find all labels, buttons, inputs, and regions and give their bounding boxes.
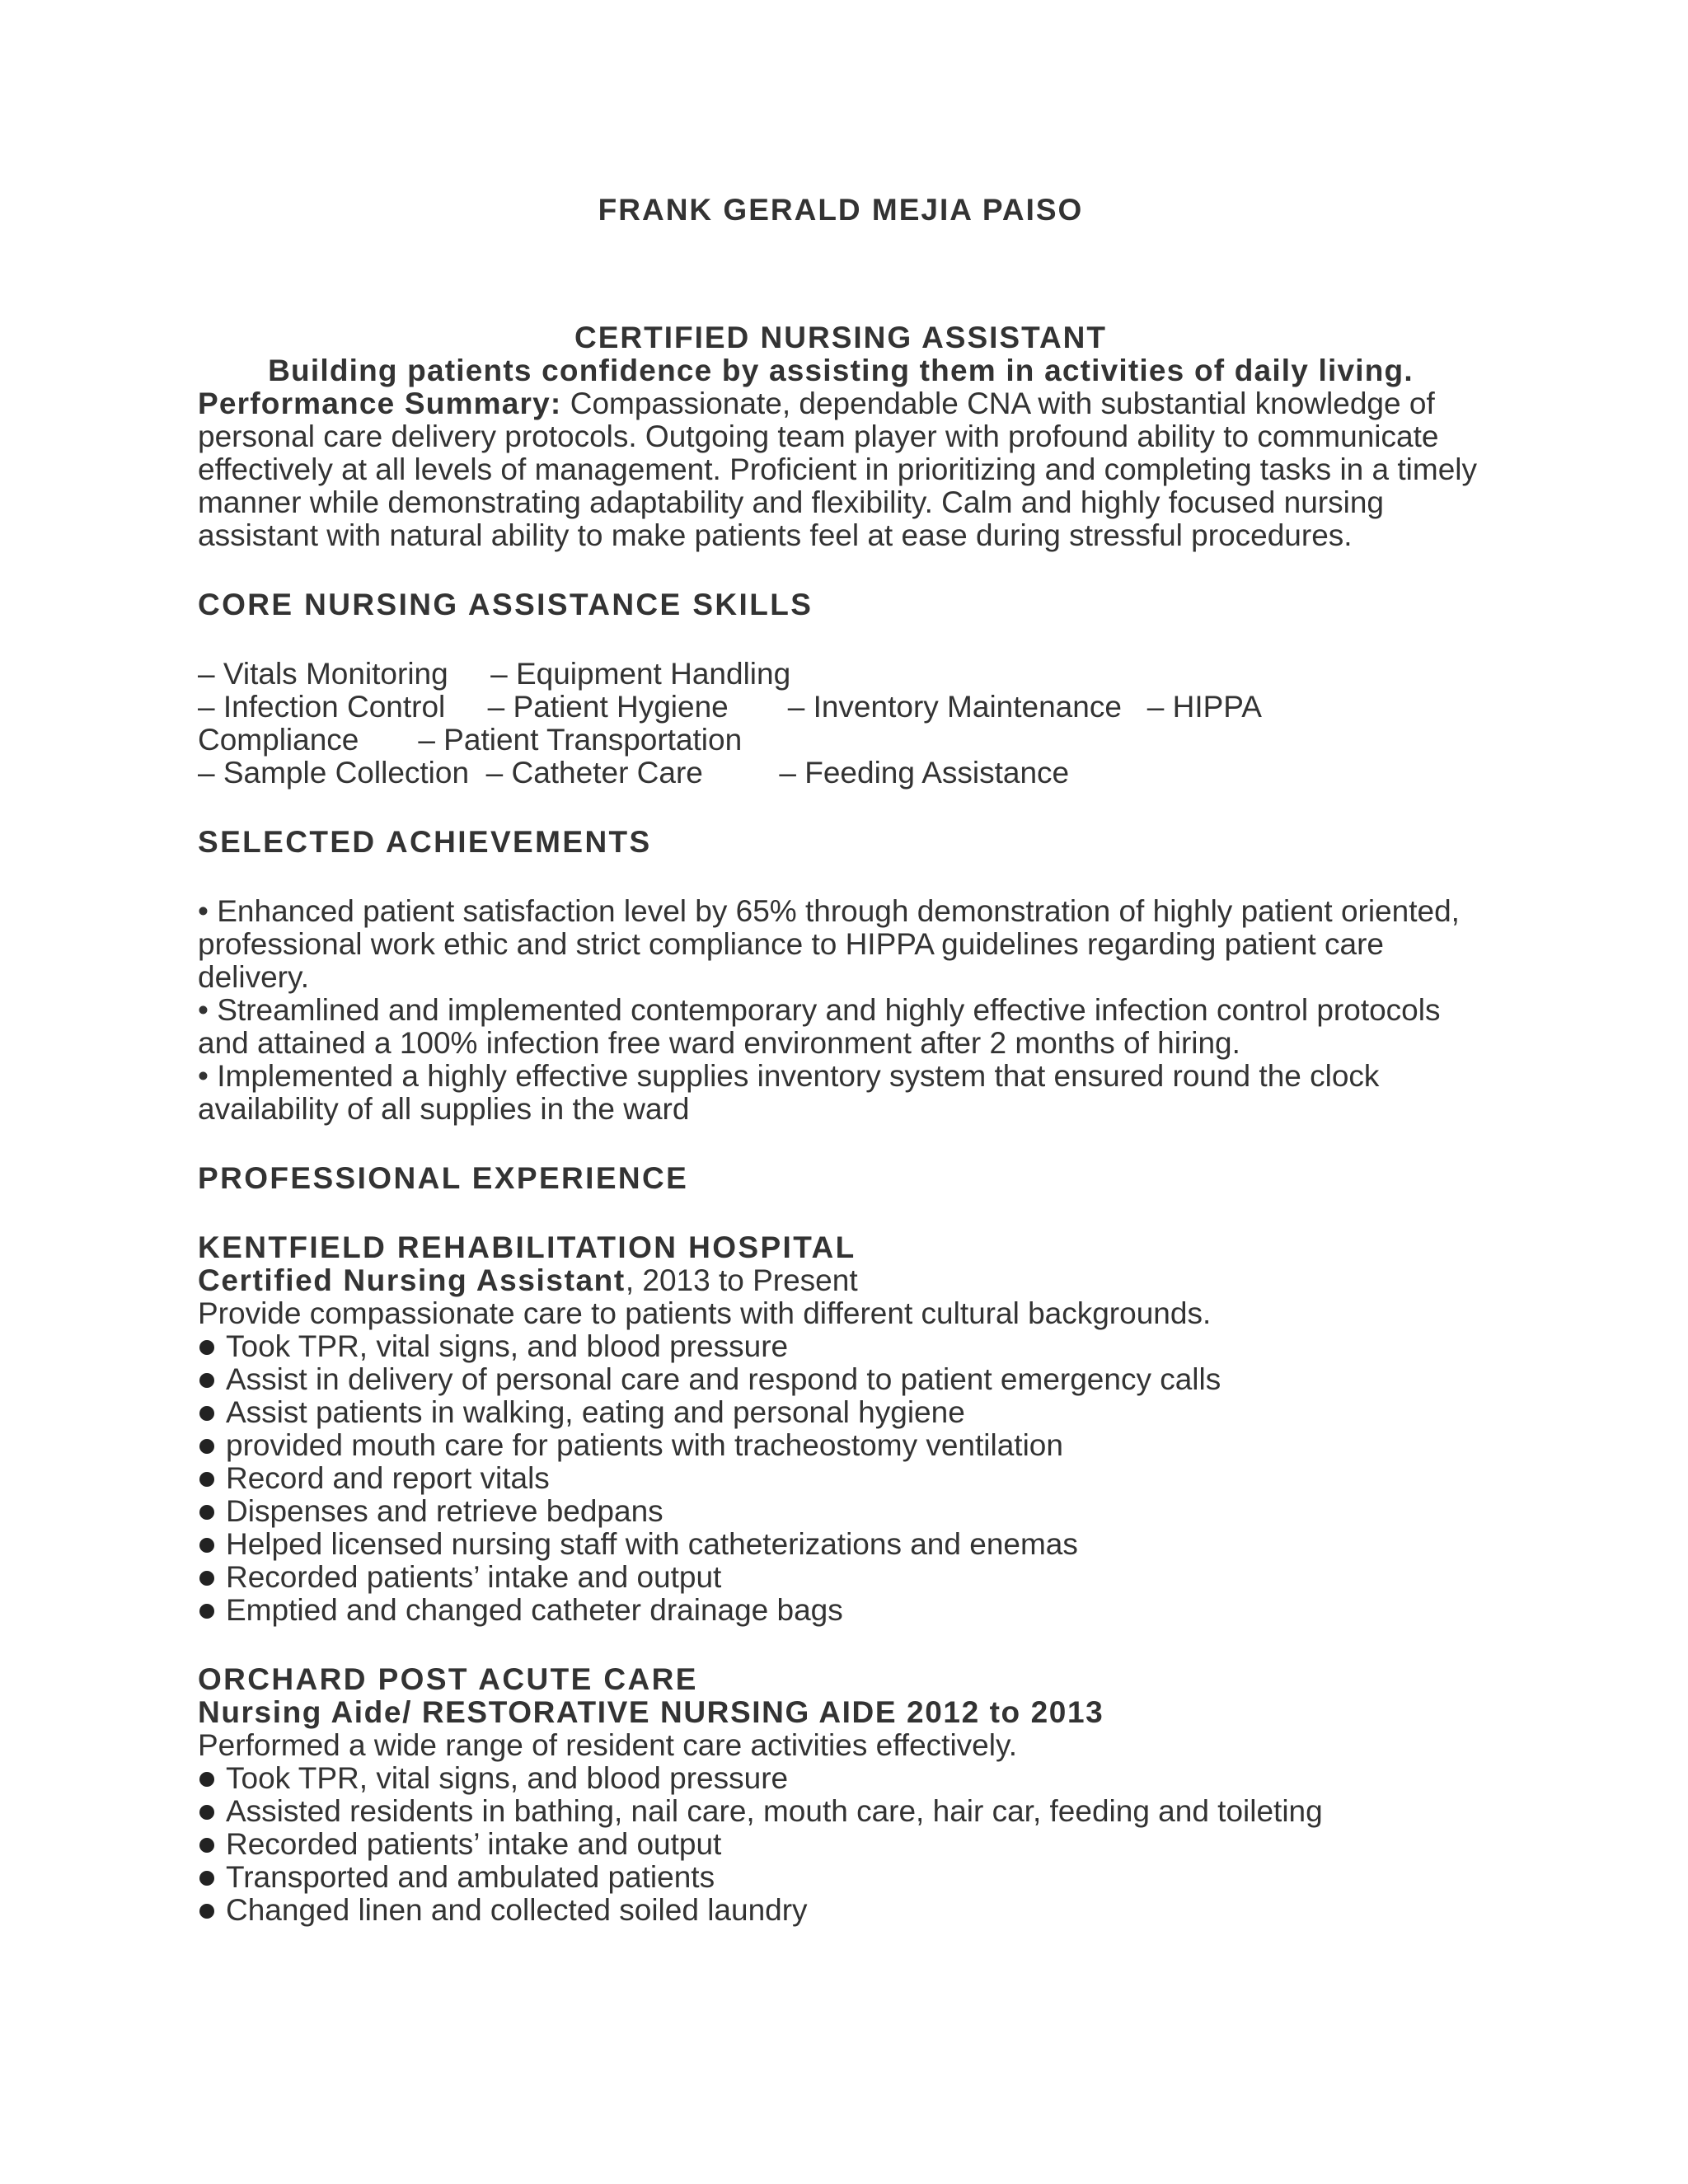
job-entry xyxy=(198,1231,1484,1627)
job-title: CERTIFIED NURSING ASSISTANT xyxy=(574,321,1108,354)
job-description: Performed a wide range of resident care activities effectively. xyxy=(198,1728,1017,1762)
skills-line: – Sample Collection – Catheter Care – Feeding Assistance xyxy=(198,756,1070,790)
duty-text: Recorded patients’ intake and output xyxy=(226,1827,722,1861)
duty-text: Assisted residents in bathing, nail care, mouth care, hair car, feeding and toileting xyxy=(226,1794,1323,1828)
duty-text: Took TPR, vital signs, and blood pressure xyxy=(226,1329,789,1363)
bullet-icon xyxy=(199,1538,214,1553)
duty-item xyxy=(198,1795,1484,1828)
bullet-icon xyxy=(199,1772,214,1787)
summary-label: Performance Summary: xyxy=(198,387,562,420)
bullet-icon xyxy=(199,1439,214,1454)
bullet-icon xyxy=(199,1871,214,1886)
role-title: Nursing Aide/ RESTORATIVE NURSING AIDE 2012 to 2013 xyxy=(198,1695,1104,1729)
duty-text: Changed linen and collected soiled laundry xyxy=(226,1893,808,1927)
duty-text: Recorded patients’ intake and output xyxy=(226,1560,722,1594)
achievement-item: • Streamlined and implemented contemporary and highly effective infection control protocols and attained a 100% infection free ward environment after 2 months of hiring. xyxy=(198,993,1441,1060)
duties-list xyxy=(198,1762,1484,1927)
duty-item xyxy=(198,1762,1484,1795)
bullet-icon xyxy=(199,1406,214,1421)
bullet-icon xyxy=(199,1838,214,1853)
achievements-list xyxy=(198,895,1484,1126)
duty-item xyxy=(198,1594,1484,1627)
employer-name: ORCHARD POST ACUTE CARE xyxy=(198,1662,698,1696)
candidate-name: FRANK GERALD MEJIA PAISO xyxy=(598,193,1084,227)
achievements-heading: SELECTED ACHIEVEMENTS xyxy=(198,825,652,859)
skills-list xyxy=(198,658,1484,790)
bullet-icon xyxy=(199,1505,214,1520)
skills-line: – Vitals Monitoring – Equipment Handling xyxy=(198,657,791,691)
performance-summary xyxy=(198,387,1484,552)
duty-text: Dispenses and retrieve bedpans xyxy=(226,1494,663,1528)
duty-item xyxy=(198,1396,1484,1429)
bullet-icon xyxy=(199,1904,214,1919)
duty-item xyxy=(198,1861,1484,1894)
duty-item xyxy=(198,1330,1484,1363)
duty-item xyxy=(198,1828,1484,1861)
duty-text: Transported and ambulated patients xyxy=(226,1860,715,1894)
duty-item xyxy=(198,1528,1484,1561)
experience-heading: PROFESSIONAL EXPERIENCE xyxy=(198,1161,689,1195)
summary-text: Compassionate, dependable CNA with substantial knowledge of personal care delivery protocols. Outgoing team player with profound ability to communicate effectively at all levels of management. Proficient in prioritizing and completing tasks in a timely manner while demonstrating adaptability and flexibility. Calm and highly focused nursing assistant with natural ability to make patients feel at ease during stressful procedures. xyxy=(198,387,1477,552)
bullet-icon xyxy=(199,1472,214,1487)
job-entry xyxy=(198,1663,1484,1927)
duty-item xyxy=(198,1462,1484,1495)
skills-line: Compliance – Patient Transportation xyxy=(198,723,743,757)
duties-list xyxy=(198,1330,1484,1627)
role-line xyxy=(198,1696,1484,1729)
bullet-icon xyxy=(199,1340,214,1355)
duty-text: Took TPR, vital signs, and blood pressure xyxy=(226,1761,789,1795)
role-title: Certified Nursing Assistant xyxy=(198,1263,626,1297)
role-line xyxy=(198,1264,1484,1297)
duty-item xyxy=(198,1429,1484,1462)
skills-line: – Infection Control – Patient Hygiene – Inventory Maintenance – HIPPA xyxy=(198,690,1262,724)
duty-item xyxy=(198,1495,1484,1528)
tagline: Building patients confidence by assisting them in activities of daily living. xyxy=(268,354,1414,387)
duty-item xyxy=(198,1561,1484,1594)
duty-text: Record and report vitals xyxy=(226,1461,550,1495)
bullet-icon xyxy=(199,1604,214,1619)
duty-item xyxy=(198,1363,1484,1396)
achievement-item: • Implemented a highly effective supplies inventory system that ensured round the clock availability of all supplies in the ward xyxy=(198,1059,1380,1126)
bullet-icon xyxy=(199,1373,214,1388)
employer-name: KENTFIELD REHABILITATION HOSPITAL xyxy=(198,1230,856,1264)
duty-text: Assist in delivery of personal care and respond to patient emergency calls xyxy=(226,1362,1221,1396)
skills-heading: CORE NURSING ASSISTANCE SKILLS xyxy=(198,588,814,621)
role-period: , 2013 to Present xyxy=(625,1263,858,1297)
duty-text: provided mouth care for patients with tracheostomy ventilation xyxy=(226,1428,1063,1462)
duty-text: Assist patients in walking, eating and personal hygiene xyxy=(226,1395,965,1429)
duty-item xyxy=(198,1894,1484,1927)
achievement-item: • Enhanced patient satisfaction level by 65% through demonstration of highly patient oriented, professional work ethic and strict compliance to HIPPA guidelines regarding patient care delivery. xyxy=(198,894,1460,994)
job-description: Provide compassionate care to patients with different cultural backgrounds. xyxy=(198,1296,1212,1330)
bullet-icon xyxy=(199,1571,214,1586)
duty-text: Emptied and changed catheter drainage bags xyxy=(226,1593,843,1627)
duty-text: Helped licensed nursing staff with catheterizations and enemas xyxy=(226,1527,1078,1561)
bullet-icon xyxy=(199,1805,214,1820)
resume-page xyxy=(198,190,1484,1927)
